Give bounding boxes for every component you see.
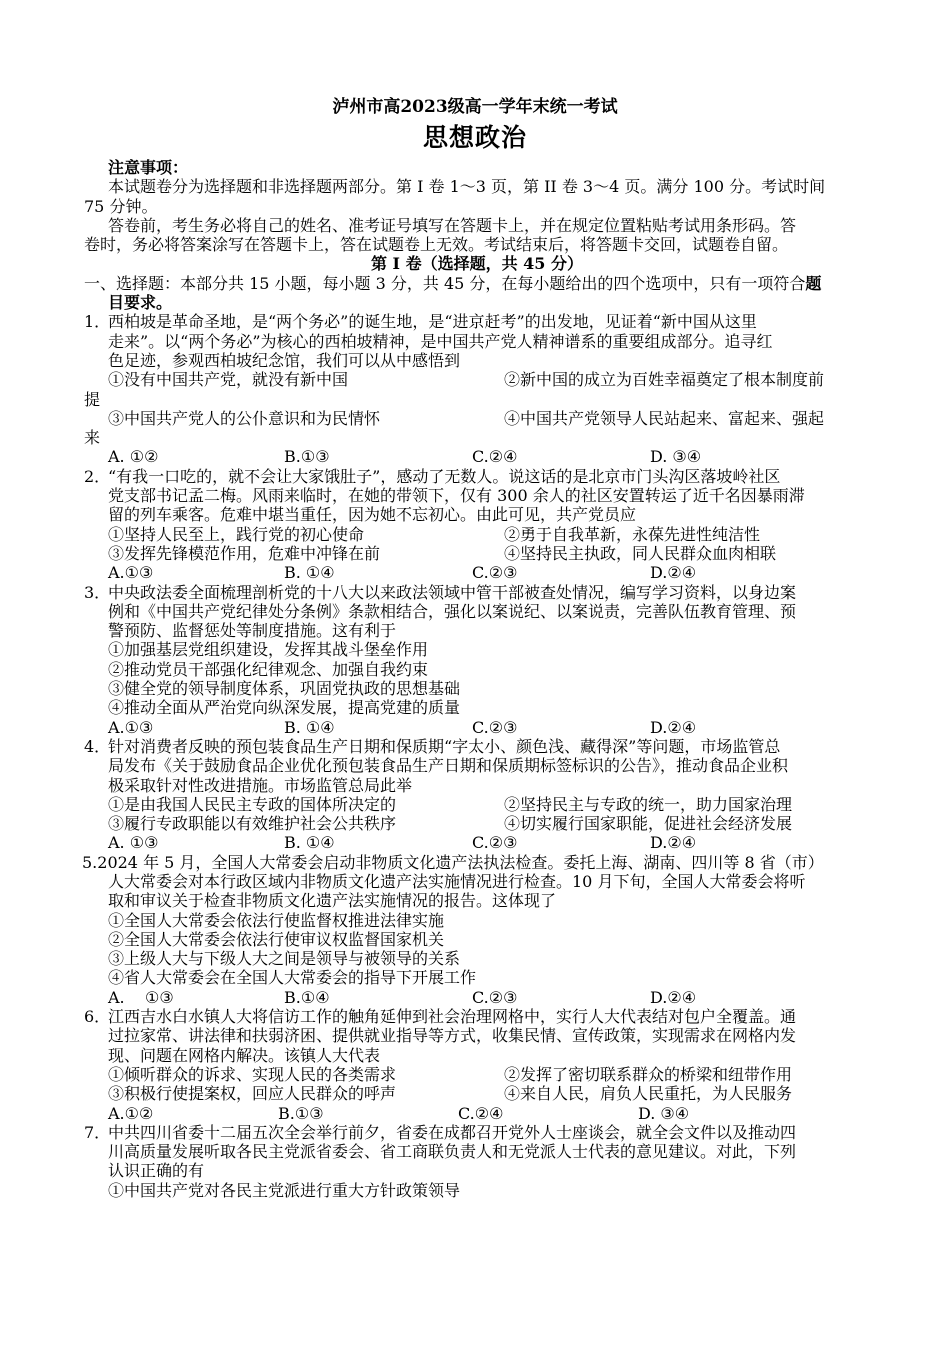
option-item: ④切实履行国家职能，促进社会经济发展 bbox=[504, 814, 793, 834]
answer-choices bbox=[84, 1104, 870, 1123]
notice-heading: 注意事项： bbox=[108, 158, 189, 177]
section-intro-line2: 目要求。 bbox=[108, 293, 173, 313]
option-row bbox=[84, 525, 870, 544]
question-stem-line: 走来”。以“两个务必”为核心的西柏坡精神，是中国共产党人精神谱系的重要组成部分。追寻红 bbox=[108, 331, 773, 351]
question-3 bbox=[84, 583, 870, 641]
answer-choices bbox=[84, 447, 870, 466]
option-row bbox=[84, 1084, 870, 1103]
option-item: ④坚持民主执政，同人民群众血肉相联 bbox=[504, 543, 777, 563]
option-item: ③健全党的领导制度体系，巩固党执政的思想基础 bbox=[108, 679, 461, 699]
exam-title: 泸州市高2023级高一学年末统一考试 bbox=[332, 97, 618, 117]
answer-choices bbox=[84, 718, 870, 737]
choice-b[interactable]: B. ①④ bbox=[284, 717, 335, 737]
option-item: ③发挥先锋模范作用，危难中冲锋在前 bbox=[108, 543, 381, 563]
choice-c[interactable]: C.②③ bbox=[472, 563, 518, 583]
question-stem-line: 针对消费者反映的预包装食品生产日期和保质期“字太小、颜色浅、藏得深”等问题，市场监管总 bbox=[108, 736, 781, 756]
option-item: ④推动全面从严治党向纵深发展，提高党建的质量 bbox=[108, 698, 461, 718]
question-stem-line: 现、问题在网格内解决。该镇人大代表 bbox=[108, 1045, 381, 1065]
choice-c[interactable]: C.②④ bbox=[472, 447, 518, 467]
choice-d[interactable]: D.②④ bbox=[650, 987, 697, 1007]
option-item: ②发挥了密切联系群众的桥梁和纽带作用 bbox=[504, 1064, 793, 1084]
question-stem-line: 中共四川省委十二届五次全会举行前夕，省委在成都召开党外人士座谈会，就全会文件以及推动四 bbox=[108, 1122, 797, 1142]
notice-p1-line1: 本试题卷分为选择题和非选择题两部分。第 I 卷 1～3 页，第 II 卷 3～4 页。满分 100 分。考试时间 bbox=[108, 177, 826, 197]
question-stem-line: 西柏坡是革命圣地，是“两个务必”的诞生地，是“进京赶考”的出发地，见证着“新中国从这里 bbox=[108, 312, 757, 332]
question-5-stem-line1: 5.2024 年 5 月，全国人大常委会启动非物质文化遗产法执法检查。委托上海、湖南、四川等 8 省（市） bbox=[82, 852, 824, 872]
option-item: ①没有中国共产党，就没有新中国 bbox=[108, 370, 349, 390]
choice-b[interactable]: B.①③ bbox=[284, 447, 330, 467]
choice-b[interactable]: B. ①④ bbox=[284, 833, 335, 853]
question-stem-line: 党支部书记孟二梅。风雨来临时，在她的带领下，仅有 300 余人的社区安置转运了近千名因暴雨滞 bbox=[108, 486, 805, 506]
question-number: 7． bbox=[84, 1122, 111, 1142]
question-number: 3． bbox=[84, 582, 111, 602]
question-number: 1． bbox=[84, 312, 111, 332]
choice-d[interactable]: D.②④ bbox=[650, 717, 697, 737]
question-stem-line: 警预防、监督惩处等制度措施。这有利于 bbox=[108, 621, 397, 641]
section-intro-line1 bbox=[84, 274, 870, 293]
choice-d[interactable]: D. ③④ bbox=[650, 447, 702, 467]
question-6 bbox=[84, 1007, 870, 1065]
option-row bbox=[84, 1065, 870, 1084]
question-stem-line: 中央政法委全面梳理剖析党的十八大以来政法领域中管干部被查处情况，编写学习资料，以身边案 bbox=[108, 582, 797, 602]
option-row bbox=[84, 370, 870, 389]
question-stem-line: 留的列车乘客。危难中堪当重任，因为她不忘初心。由此可见，共产党员应 bbox=[108, 505, 637, 525]
choice-c[interactable]: C.②③ bbox=[472, 987, 518, 1007]
question-7 bbox=[84, 1123, 870, 1181]
choice-a[interactable]: A.①③ bbox=[108, 563, 154, 583]
question-number: 2． bbox=[84, 466, 111, 486]
option-row bbox=[84, 795, 870, 814]
section-title: 第 I 卷（选择题，共 45 分） bbox=[370, 254, 584, 274]
question-stem-line: 极采取针对性改进措施。市场监管总局此举 bbox=[108, 775, 413, 795]
answer-choices bbox=[84, 563, 870, 582]
option-item: ④中国共产党领导人民站起来、富起来、强起 bbox=[504, 408, 825, 428]
choice-a[interactable]: A. ①③ bbox=[108, 987, 174, 1007]
question-1 bbox=[84, 312, 870, 370]
notice-p2-line2: 卷时，务必将答案涂写在答题卡上，答在试题卷上无效。考试结束后，将答题卡交回，试题卷自留。 bbox=[84, 235, 789, 255]
notice-p1-line2: 75 分钟。 bbox=[84, 196, 158, 216]
section-intro-text: 一、选择题：本部分共 15 小题，每小题 3 分，共 45 分，在每小题给出的四个选项中，只有一项符合 bbox=[84, 273, 806, 293]
question-number: 6． bbox=[84, 1007, 111, 1027]
choice-c[interactable]: C.②③ bbox=[472, 717, 518, 737]
section-intro-bold: 题 bbox=[805, 273, 822, 293]
question-stem-line: 人大常委会对本行政区域内非物质文化遗产法实施情况进行检查。10 月下旬，全国人大常委会将听 bbox=[108, 871, 806, 891]
option-item: ④省人大常委会在全国人大常委会的指导下开展工作 bbox=[108, 968, 477, 988]
question-stem-line: 认识正确的有 bbox=[108, 1161, 205, 1181]
question-stem-line: 局发布《关于鼓励食品企业优化预包装食品生产日期和保质期标签标识的公告》，推动食品企业积 bbox=[108, 756, 789, 776]
option-item: ③上级人大与下级人大之间是领导与被领导的关系 bbox=[108, 949, 461, 969]
choice-b[interactable]: B.①③ bbox=[278, 1103, 324, 1123]
question-number: 4． bbox=[84, 736, 111, 756]
option-item: ①中国共产党对各民主党派进行重大方针政策领导 bbox=[108, 1180, 461, 1200]
question-stem-line: 色足迹，参观西柏坡纪念馆，我们可以从中感悟到 bbox=[108, 350, 461, 370]
question-stem-line: 例和《中国共产党纪律处分条例》条款相结合，强化以案说纪、以案说责，完善队伍教育管理、预 bbox=[108, 601, 797, 621]
option-item: ③积极行使提案权，回应人民群众的呼声 bbox=[108, 1084, 397, 1104]
choice-a[interactable]: A. ①③ bbox=[108, 833, 159, 853]
choice-a[interactable]: A. ①② bbox=[108, 447, 159, 467]
option-item: ②新中国的成立为百姓幸福奠定了根本制度前 bbox=[504, 370, 825, 390]
option-item: ②勇于自我革新，永葆先进性纯洁性 bbox=[504, 524, 761, 544]
choice-c[interactable]: C.②③ bbox=[472, 833, 518, 853]
choice-d[interactable]: D. ③④ bbox=[638, 1103, 690, 1123]
question-stem-line: 川高质量发展听取各民主党派省委会、省工商联负责人和无党派人士代表的意见建议。对此，下列 bbox=[108, 1142, 797, 1162]
question-stem-line: “有我一口吃的，就不会让大家饿肚子”，感动了无数人。说这话的是北京市门头沟区落坡岭社区 bbox=[108, 466, 781, 486]
notice-p2-line1: 答卷前，考生务必将自己的姓名、准考证号填写在答题卡上，并在规定位置粘贴考试用条形码。答 bbox=[108, 215, 797, 235]
question-4 bbox=[84, 737, 870, 795]
choice-d[interactable]: D.②④ bbox=[650, 563, 697, 583]
option-item: ②推动党员干部强化纪律观念、加强自我约束 bbox=[108, 659, 429, 679]
option-item: ①坚持人民至上，践行党的初心使命 bbox=[108, 524, 365, 544]
option-item: ②全国人大常委会依法行使审议权监督国家机关 bbox=[108, 929, 445, 949]
option-item: ①加强基层党组织建设，发挥其战斗堡垒作用 bbox=[108, 640, 429, 660]
choice-a[interactable]: A.①② bbox=[108, 1103, 154, 1123]
option-item: ①全国人大常委会依法行使监督权推进法律实施 bbox=[108, 910, 445, 930]
subject-title: 思想政治 bbox=[422, 123, 527, 152]
answer-choices bbox=[84, 988, 870, 1007]
option-wrap: 来 bbox=[84, 428, 101, 448]
option-item: ③履行专政职能以有效维护社会公共秩序 bbox=[108, 814, 397, 834]
exam-body bbox=[84, 158, 870, 1200]
option-row bbox=[84, 814, 870, 833]
question-stem-line: 取和审议关于检查非物质文化遗产法实施情况的报告。这体现了 bbox=[108, 891, 557, 911]
answer-choices bbox=[84, 833, 870, 852]
choice-b[interactable]: B. ①④ bbox=[284, 563, 335, 583]
question-stem-line: 江西吉水白水镇人大将信访工作的触角延伸到社会治理网格中，实行人大代表结对包户全覆盖。通 bbox=[108, 1007, 797, 1027]
question-stem-line: 过拉家常、讲法律和扶弱济困、提供就业指导等方式，收集民情、宣传政策，实现需求在网格内发 bbox=[108, 1026, 797, 1046]
option-item: ④来自人民，肩负人民重托，为人民服务 bbox=[504, 1084, 793, 1104]
option-item: ①倾听群众的诉求、实现人民的各类需求 bbox=[108, 1064, 397, 1084]
choice-c[interactable]: C.②④ bbox=[458, 1103, 504, 1123]
option-row bbox=[84, 544, 870, 563]
choice-a[interactable]: A.①③ bbox=[108, 717, 154, 737]
option-item: ①是由我国人民民主专政的国体所决定的 bbox=[108, 794, 397, 814]
question-2 bbox=[84, 467, 870, 525]
option-item: ③中国共产党人的公仆意识和为民情怀 bbox=[108, 408, 381, 428]
option-row bbox=[84, 409, 870, 428]
choice-d[interactable]: D.②④ bbox=[650, 833, 697, 853]
choice-b[interactable]: B.①④ bbox=[284, 987, 330, 1007]
option-item: ②坚持民主与专政的统一，助力国家治理 bbox=[504, 794, 793, 814]
option-wrap: 提 bbox=[84, 389, 101, 409]
